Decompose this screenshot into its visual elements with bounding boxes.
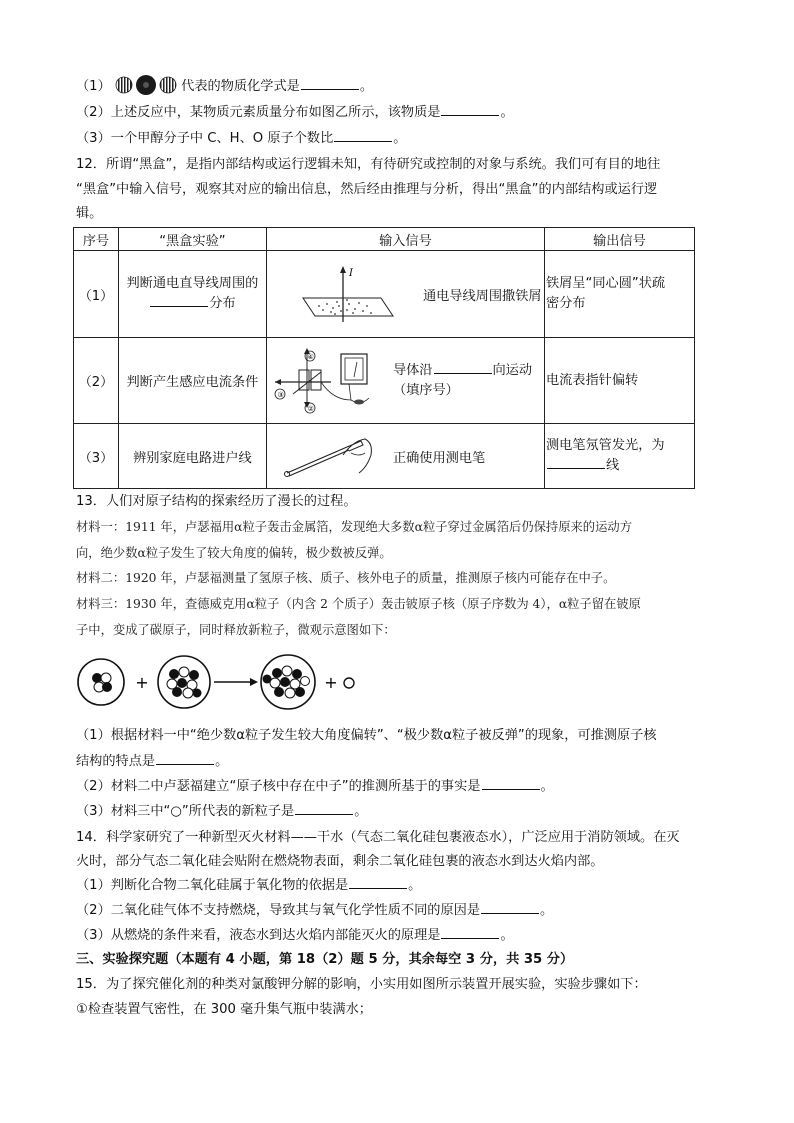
section-title: 三、实验探究题（本题有 4 小题，第 18（2）题 5 分，其余每空 3 分，共 35 分） <box>76 952 574 967</box>
svg-text:I: I <box>348 268 353 279</box>
q13-sub3: （3）材料三中“○”所代表的新粒子是 。 <box>76 804 368 819</box>
q15-step1: ①检查装置气密性，在 300 毫升集气瓶中装满水； <box>76 1002 372 1017</box>
q13-material3-b: 子中，变成了碳原子，同时释放新粒子，微观示意图如下： <box>76 623 396 637</box>
nuclear-reaction-figure <box>76 648 376 718</box>
answer-blank[interactable] <box>482 777 540 790</box>
answer-blank[interactable] <box>547 456 605 469</box>
q13-material2: 材料二：1920 年，卢瑟福测量了氢原子核、质子、核外电子的质量，推测原子核内可能存在中子。 <box>76 571 616 585</box>
test-pen-figure <box>281 431 381 481</box>
svg-text:+: + <box>135 673 149 692</box>
svg-text:④: ④ <box>307 352 314 361</box>
q14-sub2: （2）二氧化硅气体不支持燃烧，导致其与氧气化学性质不同的原因是 。 <box>76 903 554 918</box>
molecule-icon <box>115 75 177 95</box>
q14-sub3: （3）从燃烧的条件来看，液态水到达火焰内部能灭火的原理是 。 <box>76 928 514 943</box>
header-no: 序号 <box>74 228 119 251</box>
table-row: （1） 判断通电直导线周围的 分布 I 通电导线周围撒铁屑 铁屑呈“同心圆”状疏 密分布 <box>74 251 695 338</box>
q11-line1: （1） 代表的物质化学式是 。 <box>76 75 373 97</box>
svg-text:③: ③ <box>277 390 284 399</box>
q13-sub2: （2）材料二中卢瑟福建立“原子核中存在中子”的推测所基于的事实是 。 <box>76 779 554 794</box>
answer-blank[interactable] <box>481 901 539 914</box>
answer-blank[interactable] <box>334 129 392 142</box>
q11-line2: （2）上述反应中，某物质元素质量分布如图乙所示，该物质是 。 <box>76 105 514 120</box>
svg-text:+: + <box>324 673 338 692</box>
induction-figure <box>271 344 383 418</box>
q13-material1-b: 向，绝少数α粒子发生了较大角度的偏转，极少数被反弹。 <box>76 546 392 560</box>
answer-blank[interactable] <box>301 77 359 90</box>
answer-blank[interactable] <box>434 361 492 374</box>
q13-sub1-b: 结构的特点是 。 <box>76 754 229 769</box>
q15-line1: 15．为了探究催化剂的种类对氯酸钾分解的影响，小实用如图所示装置开展实验，实验步骤如下： <box>76 977 647 992</box>
answer-blank[interactable] <box>295 802 353 815</box>
q13-material1-a: 材料一：1911 年，卢瑟福用α粒子轰击金属箔，发现绝大多数α粒子穿过金属箔后仍保持原来的运动方 <box>76 520 632 534</box>
answer-blank[interactable] <box>441 103 499 116</box>
blackbox-table <box>73 227 695 489</box>
q13-material3-a: 材料三：1930 年，查德威克用α粒子（内含 2 个质子）轰击铍原子核（原子序数为 4），α粒子留在铍原 <box>76 597 641 611</box>
iron-filings-figure <box>297 264 397 324</box>
q12-line3: 辑。 <box>76 206 103 221</box>
table-row: （3） 辨别家庭电路进户线 正确使用测电笔 测电笔氖管发光，为 线 <box>74 424 695 489</box>
q14-line2: 火时，部分气态二氧化硅会贴附在燃烧物表面，剩余二氧化硅包裹的液态水到达火焰内部。 <box>76 854 604 869</box>
header-output: 输出信号 <box>544 228 694 251</box>
answer-blank[interactable] <box>156 752 214 765</box>
q14-sub1: （1）判断化合物二氧化硅属于氧化物的依据是 。 <box>76 878 422 893</box>
q12-line1: 12．所谓“黑盒”，是指内部结构或运行逻辑未知，有待研究或控制的对象与系统。我们可有目的地往 <box>76 157 661 172</box>
header-exp: “黑盒实验” <box>118 228 266 251</box>
table-row: （2） 判断产生感应电流条件 ④ ③ ② 导体沿 向运动 （填序号） 电流表指针偏转 <box>74 338 695 424</box>
answer-blank[interactable] <box>441 926 499 939</box>
q11-line3: （3）一个甲醇分子中 C、H、O 原子个数比 。 <box>76 131 407 146</box>
q12-line2: “黑盒”中输入信号，观察其对应的输出信息，然后经由推理与分析，得出“黑盒”的内部结构或运行逻 <box>76 182 658 197</box>
answer-blank[interactable] <box>349 876 407 889</box>
q13-sub1-a: （1）根据材料一中“绝少数α粒子发生较大角度偏转”、“极少数α粒子被反弹”的现象，可推测原子核 <box>76 728 657 743</box>
answer-blank[interactable] <box>150 294 208 307</box>
header-input: 输入信号 <box>266 228 544 251</box>
q13-intro: 13．人们对原子结构的探索经历了漫长的过程。 <box>76 494 357 509</box>
q14-line1: 14．科学家研究了一种新型灭火材料——干水（气态二氧化硅包裹液态水），广泛应用于消防领域。在灭 <box>76 830 680 845</box>
svg-text:②: ② <box>307 404 314 413</box>
